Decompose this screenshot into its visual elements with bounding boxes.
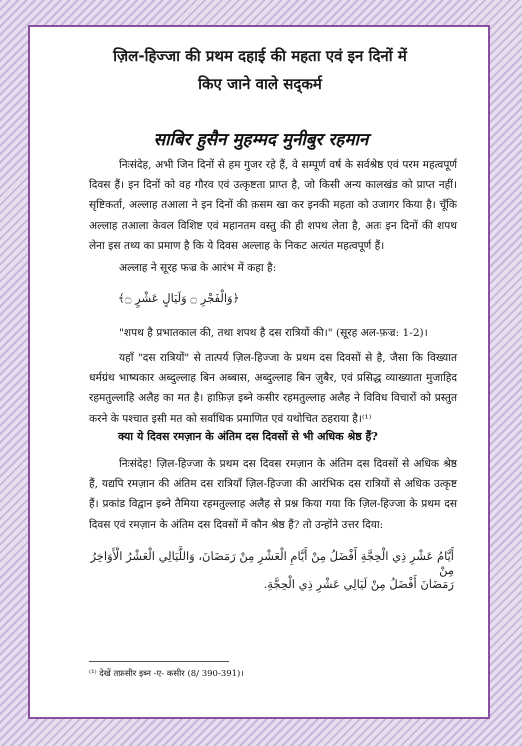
arabic-quote-line-1: أَيَّامُ عَشْرِ ذِي الْحِجَّةِ أَفْضَلُ مِنْ أَيَّامِ الْعَشْرِ مِنْ رَمَضَانَ، وَاللَّيَالِي الْعَشْرُ الْأَوَاخِرُ مِنْ [90,549,454,577]
answer-paragraph: निःसंदेह! ज़िल-हिज्जा के प्रथम दस दिवस रमज़ान के अंतिम दस दिवसों से अधिक श्रेष्ठ हैं, यद्यपि रमज़ान की अंतिम दस रात्रियाँ ज़िल-हिज्जा की आरंभिक दस रात्रियों से अधिक उत्कृष्ट हैं। प्रकांड विद्वान इब्ने तैमिया रहमतुल्लाह अलैह से प्रश्न किया गया कि ज़िल-हिज्जा के प्रथम दस दिवस एवं रमज़ान के अंतिम दस दिवसों में कौन श्रेष्ठ हैं? तो उन्होंने उत्तर दिया: [89,458,457,531]
intro-paragraph: निःसंदेह, अभी जिन दिनों से हम गुजर रहे हैं, वे सम्पूर्ण वर्ष के सर्वश्रेष्ठ एवं परम महत्वपूर्ण दिवस हैं। इन दिनों को वह गौरव एवं उत्कृष्टता प्राप्त है, जो किसी अन्य कालखंड को प्राप्त नहीं। सृष्टिकर्ता, अल्लाह तआला ने इन दिनों की क़सम खा कर इनकी महता को उजागर किया है। चूँकि अल्लाह तआला केवल विशिष्ट एवं महानतम वस्तु की ही शपथ लेता है, अतः इन दिनों की शपथ लेना इस तथ्य का प्रमाण है कि ये दिवस अल्लाह के निकट अत्यंत महत्वपूर्ण हैं। [89,159,457,252]
title-line-2: किए जाने वाले सद्कर्म [198,75,322,93]
verse-translation: "शपथ है प्रभातकाल की, तथा शपथ है दस रात्रियों की।" (सूरह अल-फ़ज्र: 1-2)। [119,327,428,339]
quran-intro: अल्लाह ने सूरह फज्र के आरंभ में कहा है: [119,262,277,274]
author-name: साबिर हुसैन मुहम्मद मुनीबुर रहमान [153,130,369,150]
title-line-1: ज़िल-हिज्जा की प्रथम दहाई की महता एवं इन दिनों में [113,47,407,65]
document-title [70,42,450,98]
arabic-quote-line-2: رَمَضَانَ أَفْضَلُ مِنْ لَيَالِي عَشْرِ ذِي الْحِجَّةِ. [263,577,454,591]
quran-verse: ﴿وَالْفَجْرِ ۝ وَلَيَالٍ عَشْرٍ ۝﴾ [118,291,240,305]
section-heading: क्या ये दिवस रमज़ान के अंतिम दस दिवसों से भी अधिक श्रेष्ठ हैं? [118,430,378,443]
footnote: ⁽¹⁾ देखें तफ़सीर इब्न -ए- कसीर (8/ 390-391)। [89,669,244,679]
footnote-divider [89,661,229,662]
explanation-paragraph: यहाँ "दस रात्रियों" से तात्पर्य ज़िल-हिज्जा के प्रथम दस दिवसों से है, जैसा कि विख्यात धर्मग्रंथ भाष्यकार अब्दुल्लाह बिन अब्बास, अब्दुल्लाह बिन ज़ुबैर, एवं प्रसिद्ध व्याख्याता मुजाहिद रहमतुल्लाहि अलैह का मत है। हाफ़िज़ इब्ने कसीर रहमतुल्लाह अलैह ने विविध विचारों को प्रस्तुत करने के पश्चात इसी मत को सर्वाधिक प्रमाणित एवं यथोचित ठहराया है।⁽¹⁾ [89,352,457,425]
